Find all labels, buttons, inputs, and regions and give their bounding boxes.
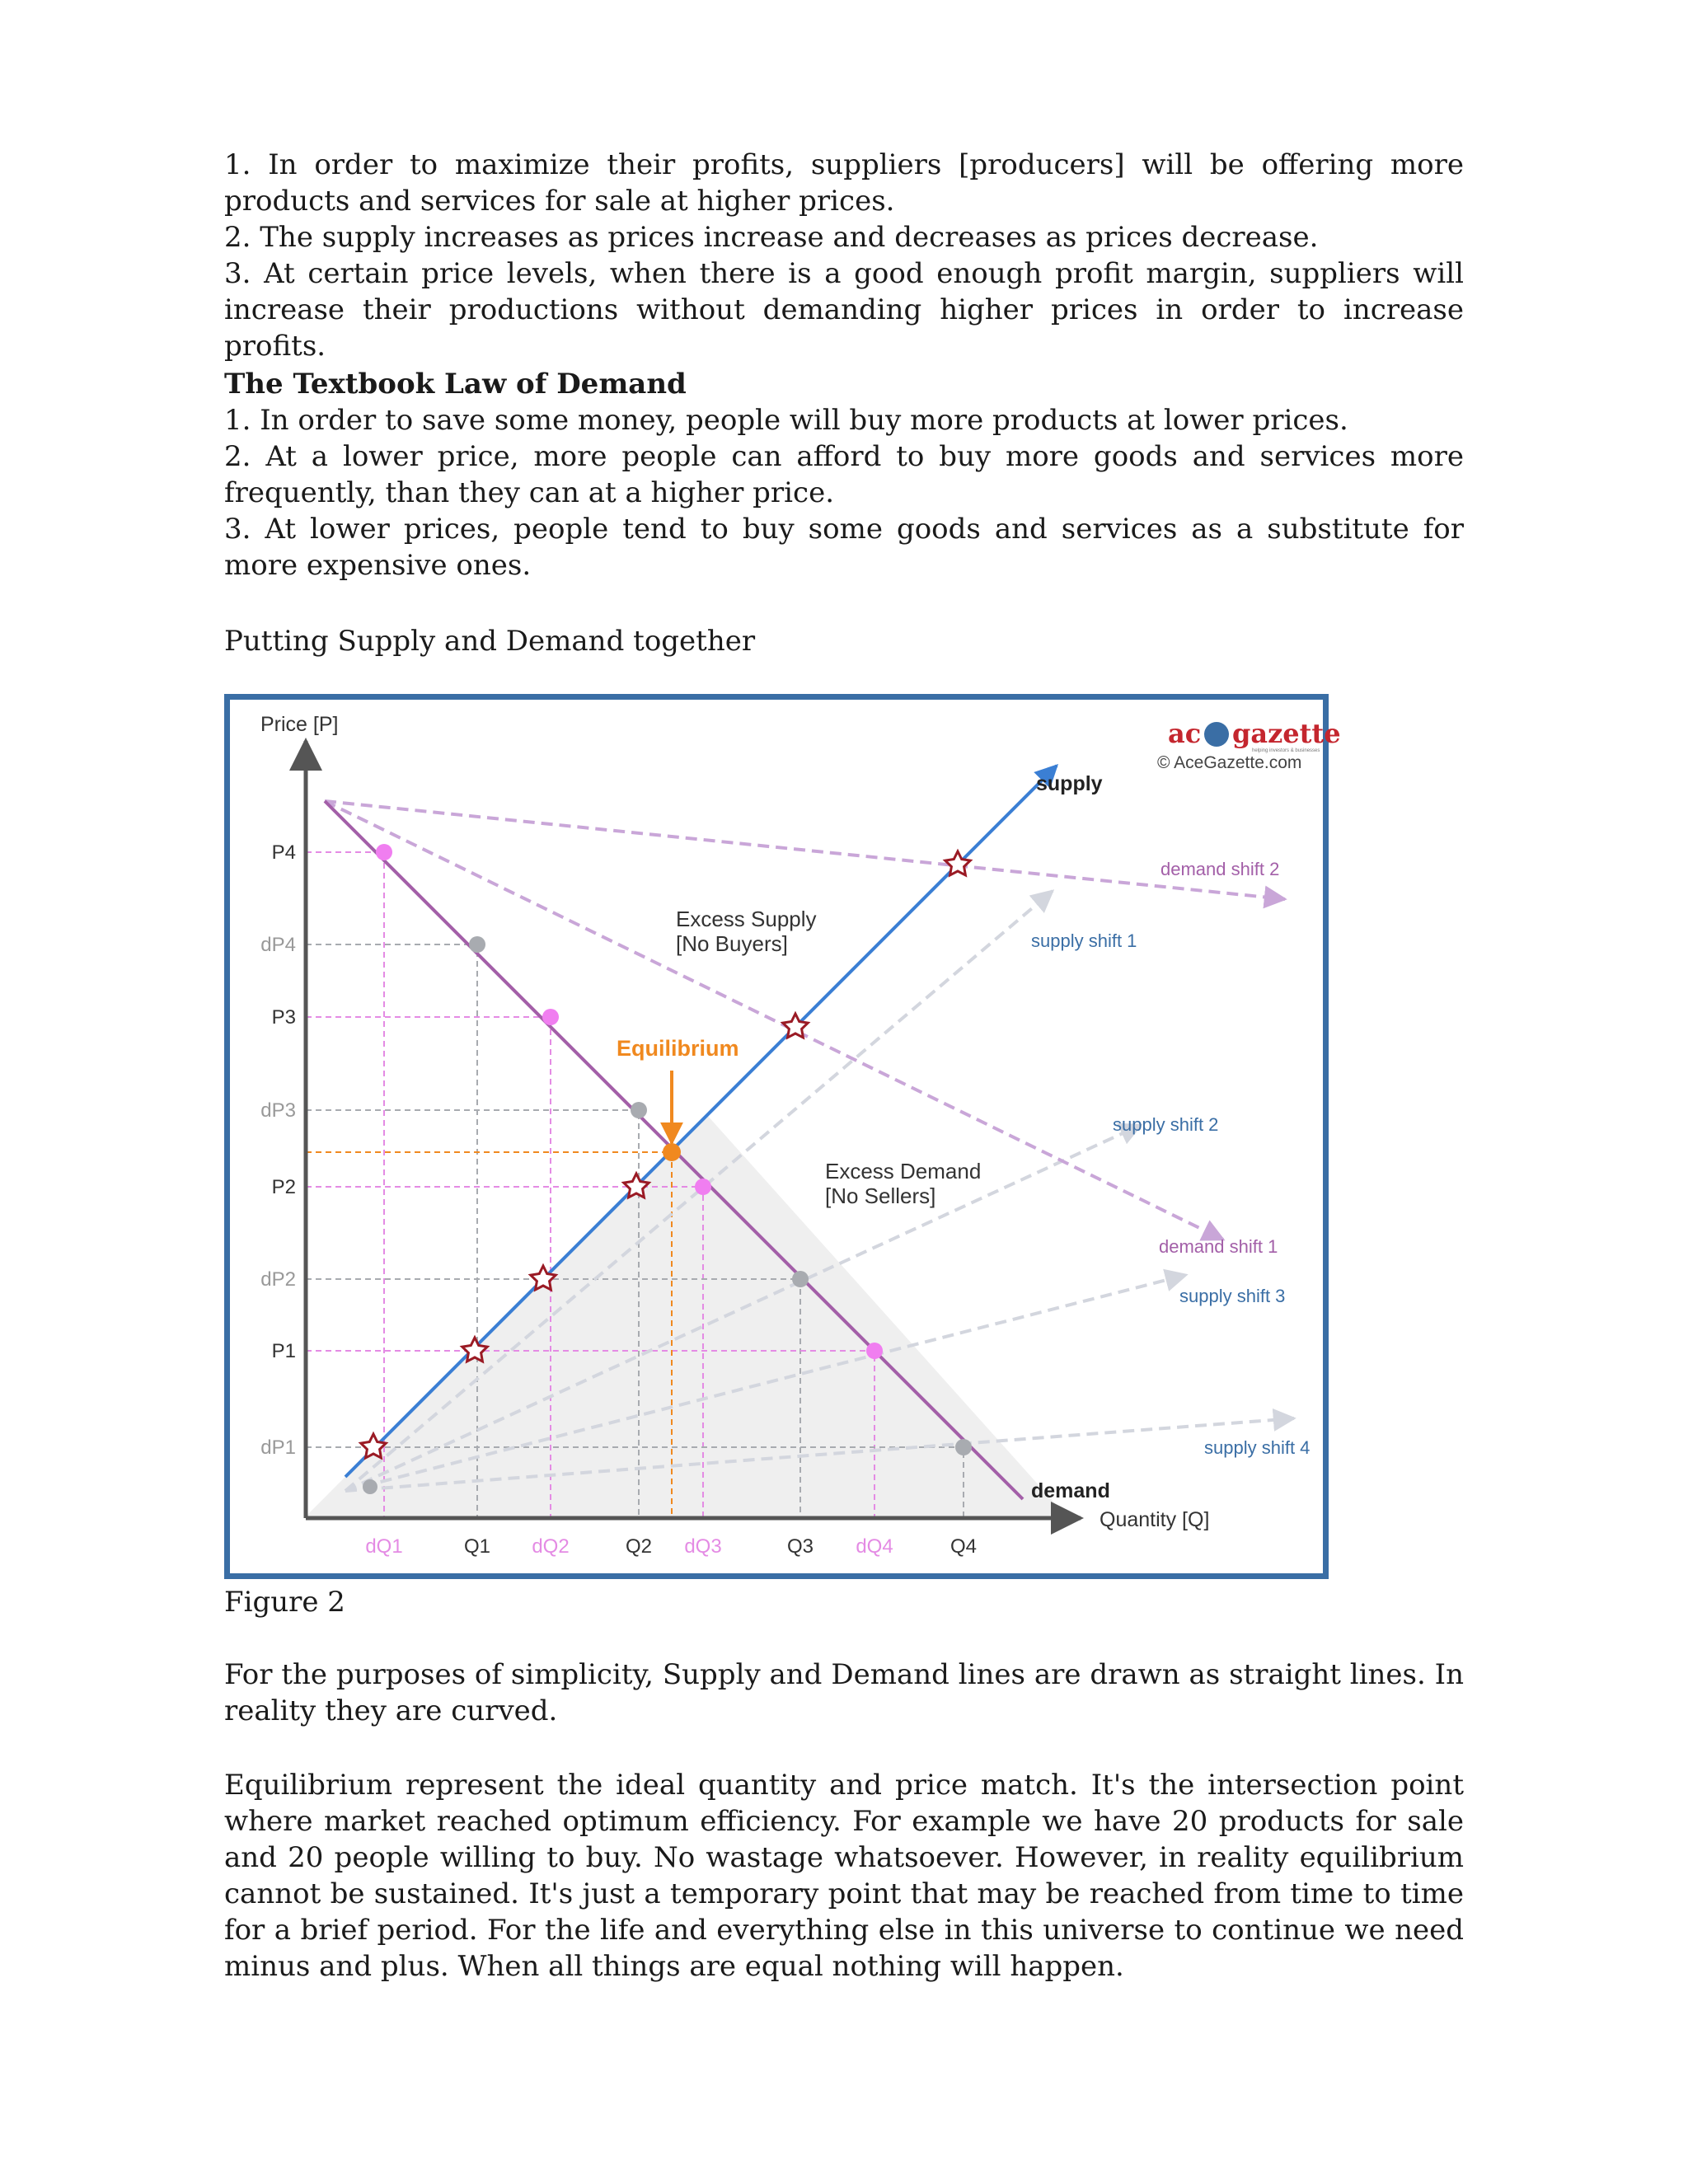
x-tick-labels — [365, 1535, 977, 1558]
supply-shift-3-label: supply shift 3 — [1179, 1286, 1286, 1306]
supply-point-3: 3. At certain price levels, when there is a good enough profit margin, suppliers will increase their productions without demanding higher prices in order to increase profits. — [224, 257, 1464, 363]
equilibrium-label: Equilibrium — [617, 1036, 739, 1061]
figure-intro: Putting Supply and Demand together — [224, 625, 756, 658]
equilibrium-point — [663, 1143, 681, 1161]
x-tick-q1: Q1 — [463, 1535, 491, 1558]
p3-point — [542, 1009, 559, 1025]
x-tick-dq3: dQ3 — [684, 1535, 722, 1558]
excess-demand-label: Excess Demand — [825, 1159, 982, 1183]
x-tick-dq2: dQ2 — [532, 1535, 570, 1558]
simplicity-text: For the purposes of simplicity, Supply and Demand lines are drawn as straight lines. In reality they are curved. — [224, 1658, 1464, 1727]
supply-point-1: 1. In order to maximize their profits, suppliers [producers] will be offering more products and services for sale at higher prices. — [224, 148, 1464, 218]
demand-point-1: 1. In order to save some money, people will buy more products at lower prices. — [224, 404, 1348, 437]
y-tick-p2: P2 — [271, 1176, 296, 1198]
p4-point — [376, 844, 392, 860]
y-tick-dp1: dP1 — [260, 1436, 296, 1459]
dp3-point — [631, 1102, 647, 1118]
dq1-origin-point — [363, 1479, 377, 1494]
demand-shift-1-label: demand shift 1 — [1159, 1236, 1278, 1257]
y-tick-p3: P3 — [271, 1006, 296, 1029]
supply-law-list — [224, 147, 1464, 364]
x-tick-dq4: dQ4 — [856, 1535, 893, 1558]
x-tick-q2: Q2 — [625, 1535, 653, 1558]
x-tick-q3: Q3 — [786, 1535, 814, 1558]
y-tick-dp4: dP4 — [260, 934, 296, 956]
x-tick-dq1: dQ1 — [365, 1535, 403, 1558]
demand-law-list — [224, 402, 1464, 583]
p2-point — [695, 1179, 711, 1195]
y-tick-dp2: dP2 — [260, 1268, 296, 1291]
logo-text-right: gazette — [1232, 718, 1341, 749]
logo-copyright: © AceGazette.com — [1157, 753, 1302, 772]
excess-demand-sublabel: [No Sellers] — [825, 1183, 936, 1208]
demand-shift-2-line — [325, 801, 1285, 899]
ace-gazette-logo — [1157, 718, 1341, 772]
excess-supply-label: Excess Supply — [676, 907, 817, 931]
demand-shift-lines — [325, 801, 1285, 1240]
demand-shift-1-line — [325, 801, 1223, 1240]
y-tick-p4: P4 — [271, 841, 296, 864]
x-axis-label: Quantity [Q] — [1100, 1508, 1210, 1531]
excess-supply-sublabel: [No Buyers] — [676, 931, 788, 956]
supply-shift-2-label: supply shift 2 — [1113, 1114, 1219, 1135]
equilibrium-paragraph — [224, 1767, 1464, 1985]
supply-shift-4-label: supply shift 4 — [1204, 1437, 1311, 1458]
p4-guide — [306, 852, 384, 1518]
dp1-point — [955, 1439, 972, 1455]
simplicity-paragraph — [224, 1657, 1464, 1729]
supply-point-2: 2. The supply increases as prices increase and decreases as prices decrease. — [224, 221, 1319, 254]
supply-shift-1-label: supply shift 1 — [1031, 930, 1137, 951]
dp2-point — [792, 1271, 809, 1287]
figure-caption: Figure 2 — [224, 1586, 345, 1619]
logo-text-left: ac — [1168, 718, 1202, 749]
dp4-point — [469, 936, 485, 953]
supply-demand-diagram — [230, 700, 1341, 1573]
y-tick-dp3: dP3 — [260, 1099, 296, 1122]
supply-label: supply — [1036, 772, 1103, 795]
y-tick-p1: P1 — [271, 1340, 296, 1362]
p1-point — [866, 1343, 883, 1359]
y-axis-label: Price [P] — [260, 713, 339, 736]
supply-demand-figure — [224, 694, 1341, 1579]
logo-globe-icon — [1204, 722, 1229, 747]
demand-law-heading: The Textbook Law of Demand — [224, 368, 687, 401]
x-tick-q4: Q4 — [950, 1535, 978, 1558]
y-tick-labels — [260, 841, 296, 1459]
demand-point-2: 2. At a lower price, more people can afford to buy more goods and services more frequently, than they can at a higher price. — [224, 440, 1464, 509]
demand-label: demand — [1031, 1479, 1110, 1502]
equilibrium-text: Equilibrium represent the ideal quantity and price match. It's the intersection point where market reached optimum efficiency. For example we have 20 products for sale and 20 people willing to buy. No wastage whatsoever. However, in reality equilibrium cannot be sustained. It's just a temporary point that may be reached from time to time for a brief period. For the life and everything else in this universe to continue we need minus and plus. When all things are equal nothing will happen. — [224, 1769, 1464, 1983]
demand-shift-2-label: demand shift 2 — [1160, 859, 1280, 879]
demand-point-3: 3. At lower prices, people tend to buy some goods and services as a substitute for more expensive ones. — [224, 513, 1464, 582]
logo-tagline: helping investors & businesses — [1252, 748, 1320, 753]
